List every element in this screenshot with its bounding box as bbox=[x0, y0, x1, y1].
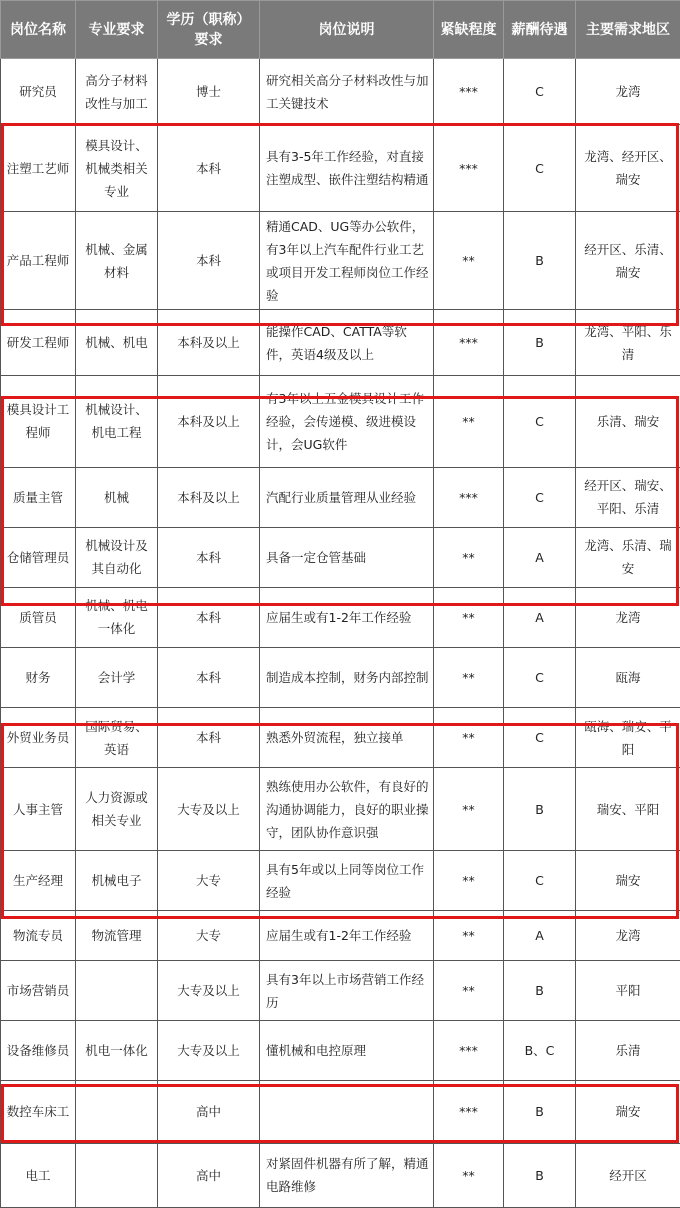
col-header-description: 岗位说明 bbox=[260, 1, 434, 59]
major-cell bbox=[76, 1081, 158, 1143]
position-cell: 生产经理 bbox=[1, 851, 76, 911]
position-cell: 产品工程师 bbox=[1, 212, 76, 309]
urgency-cell: ** bbox=[434, 708, 504, 768]
salary-cell: B bbox=[504, 768, 576, 851]
major-cell bbox=[76, 1143, 158, 1207]
table-row bbox=[1, 59, 680, 125]
description-cell: 具有5年或以上同等岗位工作经验 bbox=[260, 851, 434, 911]
salary-cell: C bbox=[504, 647, 576, 707]
position-cell: 人事主管 bbox=[1, 768, 76, 851]
salary-cell: B bbox=[504, 309, 576, 375]
major-cell: 高分子材料改性与加工 bbox=[76, 59, 158, 125]
region-cell: 经开区、乐清、瑞安 bbox=[576, 212, 680, 309]
table-row bbox=[1, 125, 680, 212]
urgency-cell: ** bbox=[434, 911, 504, 961]
major-cell: 人力资源或相关专业 bbox=[76, 768, 158, 851]
table-row bbox=[1, 708, 680, 768]
urgency-cell: ** bbox=[434, 527, 504, 587]
col-header-position: 岗位名称 bbox=[1, 1, 76, 59]
description-cell: 具有3年以上市场营销工作经历 bbox=[260, 961, 434, 1021]
salary-cell: B bbox=[504, 1081, 576, 1143]
table-body bbox=[1, 59, 680, 1208]
salary-cell: B、C bbox=[504, 1021, 576, 1081]
education-cell: 本科 bbox=[158, 527, 260, 587]
salary-cell: C bbox=[504, 376, 576, 467]
table-row bbox=[1, 527, 680, 587]
education-cell: 高中 bbox=[158, 1143, 260, 1207]
position-cell: 研发工程师 bbox=[1, 309, 76, 375]
position-cell: 物流专员 bbox=[1, 911, 76, 961]
description-cell: 具有3-5年工作经验，对直接注塑成型、嵌件注塑结构精通 bbox=[260, 125, 434, 212]
urgency-cell: *** bbox=[434, 1021, 504, 1081]
position-cell: 设备维修员 bbox=[1, 1021, 76, 1081]
position-cell: 外贸业务员 bbox=[1, 708, 76, 768]
position-cell: 研究员 bbox=[1, 59, 76, 125]
urgency-cell: *** bbox=[434, 1081, 504, 1143]
education-cell: 本科 bbox=[158, 647, 260, 707]
urgency-cell: *** bbox=[434, 467, 504, 527]
table-row bbox=[1, 768, 680, 851]
major-cell: 机械设计、机电工程 bbox=[76, 376, 158, 467]
description-cell: 制造成本控制，财务内部控制 bbox=[260, 647, 434, 707]
description-cell: 懂机械和电控原理 bbox=[260, 1021, 434, 1081]
major-cell: 机械 bbox=[76, 467, 158, 527]
education-cell: 大专及以上 bbox=[158, 961, 260, 1021]
urgency-cell: ** bbox=[434, 768, 504, 851]
description-cell: 应届生或有1-2年工作经验 bbox=[260, 911, 434, 961]
salary-cell: A bbox=[504, 587, 576, 647]
position-cell: 电工 bbox=[1, 1143, 76, 1207]
salary-cell: B bbox=[504, 212, 576, 309]
description-cell: 有3年以上五金模具设计工作经验，会传递模、级进模设计，会UG软件 bbox=[260, 376, 434, 467]
major-cell bbox=[76, 961, 158, 1021]
table-row bbox=[1, 911, 680, 961]
position-cell: 质量主管 bbox=[1, 467, 76, 527]
region-cell: 龙湾、经开区、瑞安 bbox=[576, 125, 680, 212]
major-cell: 机械设计及其自动化 bbox=[76, 527, 158, 587]
table-row bbox=[1, 1143, 680, 1207]
description-cell: 对紧固件机器有所了解，精通电路维修 bbox=[260, 1143, 434, 1207]
table-row bbox=[1, 1021, 680, 1081]
region-cell: 乐清 bbox=[576, 1021, 680, 1081]
salary-cell: B bbox=[504, 961, 576, 1021]
region-cell: 瑞安 bbox=[576, 1081, 680, 1143]
major-cell: 机械、机电 bbox=[76, 309, 158, 375]
region-cell: 经开区 bbox=[576, 1143, 680, 1207]
region-cell: 经开区、瑞安、平阳、乐清 bbox=[576, 467, 680, 527]
region-cell: 龙湾 bbox=[576, 911, 680, 961]
major-cell: 模具设计、机械类相关专业 bbox=[76, 125, 158, 212]
region-cell: 瑞安、平阳 bbox=[576, 768, 680, 851]
salary-cell: C bbox=[504, 125, 576, 212]
salary-cell: C bbox=[504, 708, 576, 768]
education-cell: 大专 bbox=[158, 911, 260, 961]
region-cell: 瑞安 bbox=[576, 851, 680, 911]
position-cell: 市场营销员 bbox=[1, 961, 76, 1021]
region-cell: 龙湾 bbox=[576, 587, 680, 647]
salary-cell: A bbox=[504, 527, 576, 587]
description-cell: 精通CAD、UG等办公软件，有3年以上汽车配件行业工艺或项目开发工程师岗位工作经验 bbox=[260, 212, 434, 309]
col-header-region: 主要需求地区 bbox=[576, 1, 680, 59]
description-cell: 具备一定仓管基础 bbox=[260, 527, 434, 587]
description-cell: 能操作CAD、CATTA等软件，英语4级及以上 bbox=[260, 309, 434, 375]
major-cell: 机械、机电一体化 bbox=[76, 587, 158, 647]
education-cell: 本科 bbox=[158, 212, 260, 309]
urgency-cell: ** bbox=[434, 1143, 504, 1207]
urgency-cell: *** bbox=[434, 309, 504, 375]
major-cell: 国际贸易、英语 bbox=[76, 708, 158, 768]
region-cell: 龙湾 bbox=[576, 59, 680, 125]
urgency-cell: ** bbox=[434, 212, 504, 309]
salary-cell: C bbox=[504, 59, 576, 125]
description-cell: 熟悉外贸流程，独立接单 bbox=[260, 708, 434, 768]
table-row bbox=[1, 851, 680, 911]
urgency-cell: ** bbox=[434, 647, 504, 707]
region-cell: 瓯海、瑞安、平阳 bbox=[576, 708, 680, 768]
region-cell: 龙湾、平阳、乐清 bbox=[576, 309, 680, 375]
position-cell: 数控车床工 bbox=[1, 1081, 76, 1143]
education-cell: 本科 bbox=[158, 125, 260, 212]
urgency-cell: ** bbox=[434, 851, 504, 911]
col-header-education: 学历（职称）要求 bbox=[158, 1, 260, 59]
major-cell: 会计学 bbox=[76, 647, 158, 707]
description-cell: 熟练使用办公软件，有良好的沟通协调能力，良好的职业操守，团队协作意识强 bbox=[260, 768, 434, 851]
description-cell bbox=[260, 1081, 434, 1143]
education-cell: 大专及以上 bbox=[158, 1021, 260, 1081]
table-row bbox=[1, 1081, 680, 1143]
major-cell: 机械电子 bbox=[76, 851, 158, 911]
urgency-cell: ** bbox=[434, 961, 504, 1021]
education-cell: 博士 bbox=[158, 59, 260, 125]
table-header-row bbox=[1, 1, 680, 59]
urgency-cell: ** bbox=[434, 376, 504, 467]
major-cell: 机械、金属材料 bbox=[76, 212, 158, 309]
salary-cell: C bbox=[504, 851, 576, 911]
education-cell: 本科及以上 bbox=[158, 467, 260, 527]
major-cell: 物流管理 bbox=[76, 911, 158, 961]
col-header-urgency: 紧缺程度 bbox=[434, 1, 504, 59]
salary-cell: A bbox=[504, 911, 576, 961]
position-cell: 注塑工艺师 bbox=[1, 125, 76, 212]
education-cell: 本科 bbox=[158, 708, 260, 768]
position-cell: 质管员 bbox=[1, 587, 76, 647]
salary-cell: B bbox=[504, 1143, 576, 1207]
position-cell: 模具设计工程师 bbox=[1, 376, 76, 467]
table-row bbox=[1, 212, 680, 309]
education-cell: 高中 bbox=[158, 1081, 260, 1143]
region-cell: 乐清、瑞安 bbox=[576, 376, 680, 467]
major-cell: 机电一体化 bbox=[76, 1021, 158, 1081]
table-row bbox=[1, 467, 680, 527]
region-cell: 平阳 bbox=[576, 961, 680, 1021]
col-header-salary: 薪酬待遇 bbox=[504, 1, 576, 59]
position-cell: 财务 bbox=[1, 647, 76, 707]
table-row bbox=[1, 961, 680, 1021]
description-cell: 研究相关高分子材料改性与加工关键技术 bbox=[260, 59, 434, 125]
description-cell: 应届生或有1-2年工作经验 bbox=[260, 587, 434, 647]
table-row bbox=[1, 309, 680, 375]
table-row bbox=[1, 376, 680, 467]
region-cell: 龙湾、乐清、瑞安 bbox=[576, 527, 680, 587]
position-cell: 仓储管理员 bbox=[1, 527, 76, 587]
education-cell: 本科及以上 bbox=[158, 376, 260, 467]
urgency-cell: *** bbox=[434, 125, 504, 212]
urgency-cell: ** bbox=[434, 587, 504, 647]
urgency-cell: *** bbox=[434, 59, 504, 125]
education-cell: 本科及以上 bbox=[158, 309, 260, 375]
description-cell: 汽配行业质量管理从业经验 bbox=[260, 467, 434, 527]
table-row bbox=[1, 647, 680, 707]
salary-cell: C bbox=[504, 467, 576, 527]
education-cell: 本科 bbox=[158, 587, 260, 647]
education-cell: 大专 bbox=[158, 851, 260, 911]
table-row bbox=[1, 587, 680, 647]
region-cell: 瓯海 bbox=[576, 647, 680, 707]
education-cell: 大专及以上 bbox=[158, 768, 260, 851]
col-header-major: 专业要求 bbox=[76, 1, 158, 59]
